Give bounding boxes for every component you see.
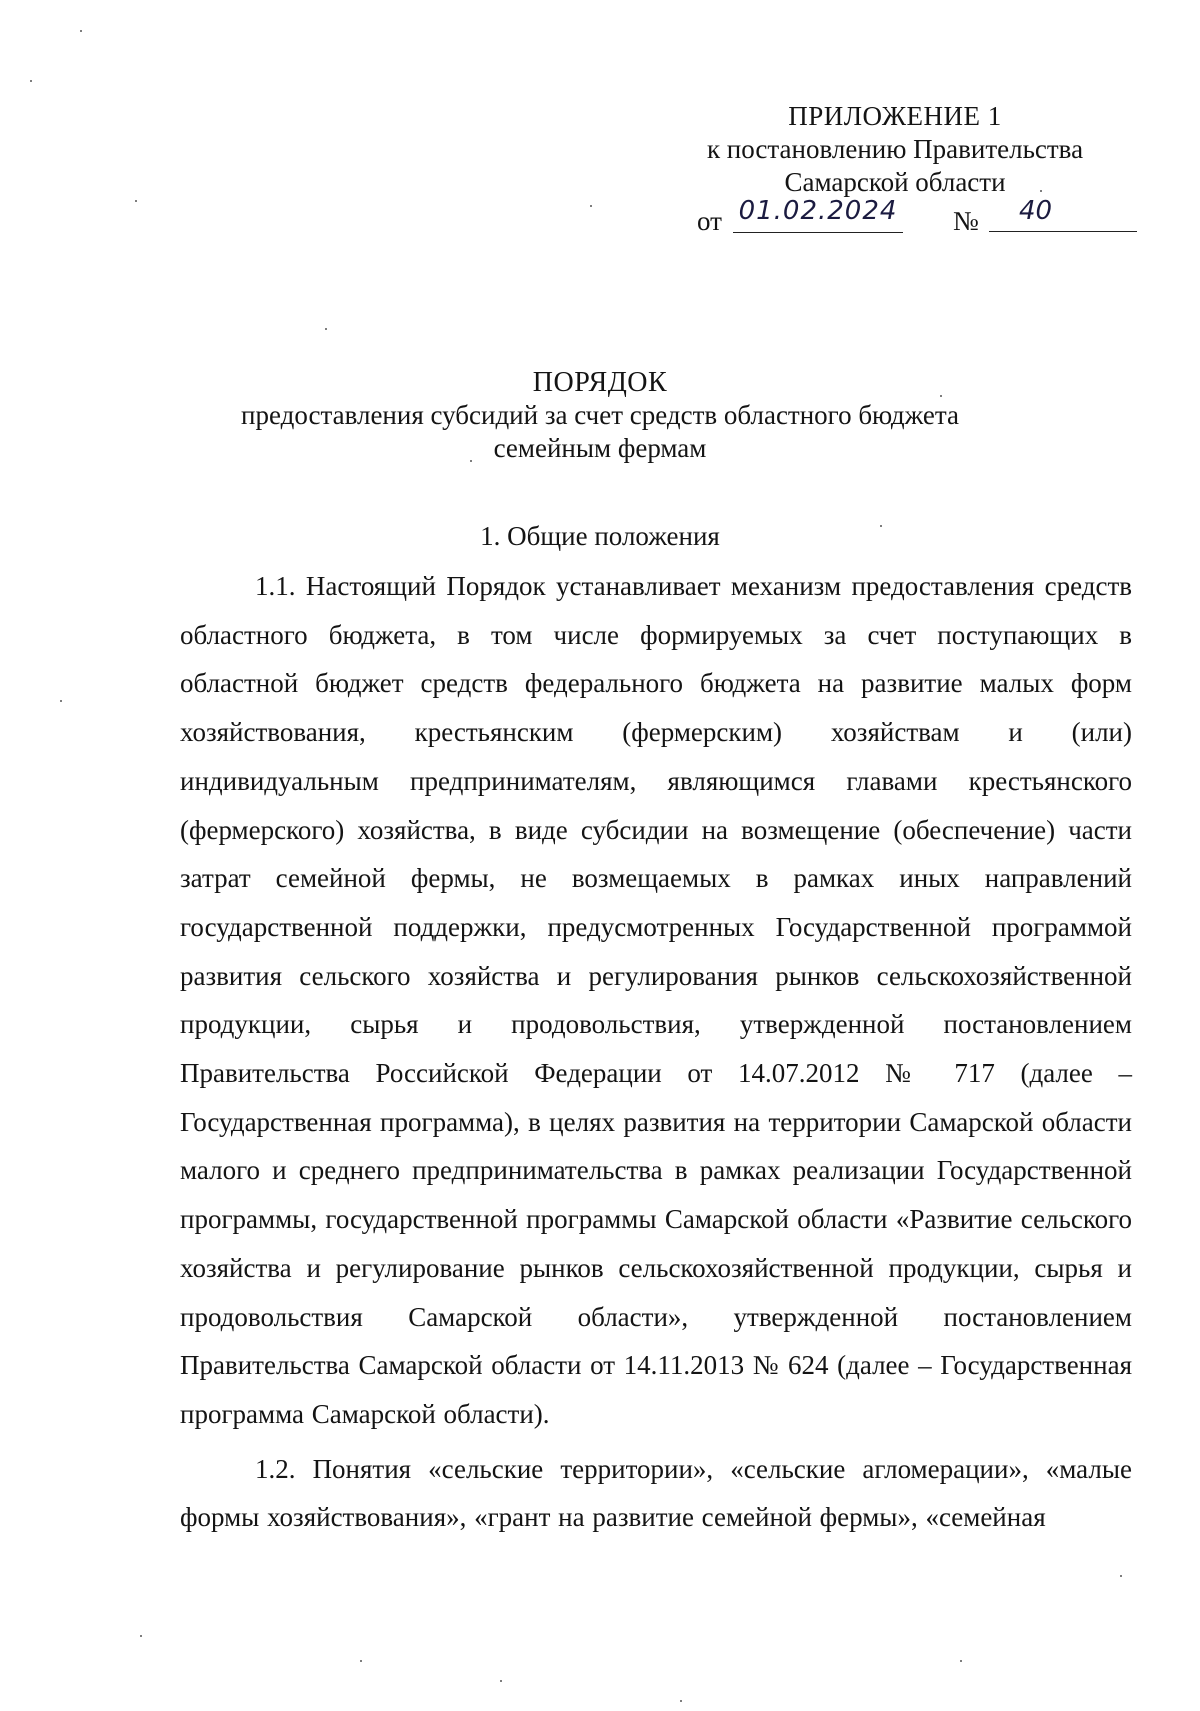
document-subtitle-line-1: предоставления субсидий за счет средств областного бюджета — [241, 400, 959, 430]
scan-speck — [135, 200, 137, 202]
appendix-resolution-line: к постановлению Правительства — [706, 134, 1084, 164]
scan-speck — [680, 1700, 682, 1702]
scan-speck — [1120, 1575, 1122, 1577]
document-title: ПОРЯДОК — [532, 367, 668, 398]
paragraph-1-1: 1.1. Настоящий Порядок устанавливает механизм предоставления средств областного бюджета, в том числе формируемых за счет поступающих в областной бюджет средств федерального бюджета на развитие малых форм хозяйствования, крестьянским (фермерским) хозяйствам и (или) индивидуальным предпринимателям, являющимся главами крестьянского (фермерского) хозяйства, в виде субсидии на возмещение (обеспечение) части затрат семейной фермы, не возмещаемых в рамках иных направлений государственной поддержки, предусмотренных Государственной программой развития сельского хозяйства и регулирования рынков сельскохозяйственной продукции, сырья и продовольствия, утвержденной постановлением Правительства Российской Федерации от 14.07.2012 № 717 (далее – Государственная программа), в целях развития на территории Самарской области малого и среднего предпринимательства в рамках реализации Государственной программы, государственной программы Самарской области «Развитие сельского хозяйства и регулирование рынков сельскохозяйственной продукции, сырья и продовольствия Самарской области», утвержденной постановлением Правительства Самарской области от 14.11.2013 № 624 (далее – Государственная программа Самарской области). — [180, 571, 1132, 1429]
appendix-title: ПРИЛОЖЕНИЕ 1 — [788, 101, 1002, 131]
handwritten-date: 01.02.2024 — [733, 196, 903, 233]
scan-speck — [140, 1635, 142, 1637]
scan-speck — [325, 328, 327, 330]
scan-speck — [940, 395, 942, 397]
scan-speck — [590, 205, 592, 207]
scan-speck — [60, 700, 62, 702]
scan-speck — [960, 1660, 962, 1662]
number-sign: № — [953, 206, 979, 236]
scan-speck — [500, 1680, 502, 1682]
scan-speck — [30, 80, 32, 82]
document-title-block — [180, 366, 1020, 465]
date-prefix: от — [697, 206, 722, 236]
scan-speck — [360, 1660, 362, 1662]
scan-speck — [80, 30, 82, 32]
document-subtitle-line-2: семейным фермам — [493, 433, 707, 463]
handwritten-number: 40 — [989, 196, 1137, 232]
appendix-header — [690, 100, 1100, 199]
document-body — [180, 562, 1132, 1542]
appendix-date-line — [697, 196, 1097, 240]
scan-speck — [880, 525, 882, 527]
appendix-region-line: Самарской области — [784, 167, 1006, 197]
scan-speck — [1040, 190, 1042, 192]
scan-speck — [470, 460, 472, 462]
paragraph-1-2: 1.2. Понятия «сельские территории», «сельские агломерации», «малые формы хозяйствования», «грант на развитие семейной фермы», «семейная — [180, 1453, 1132, 1533]
section-heading: 1. Общие положения — [480, 521, 720, 551]
